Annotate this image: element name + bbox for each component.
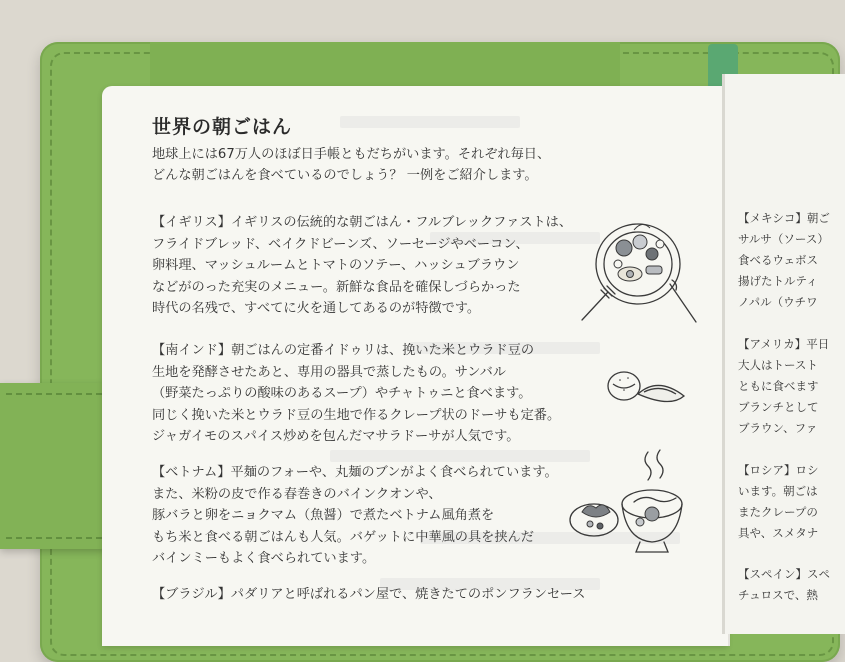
right-line: 大人はトースト	[738, 358, 818, 372]
right-column-text	[738, 208, 830, 313]
right-line: ブラウン、ファ	[738, 421, 818, 435]
page-title: 世界の朝ごはん	[152, 116, 293, 138]
section-line: もち米と食べる朝ごはんも人気。バゲットに中華風の具を挟んだ	[152, 529, 534, 545]
right-line: チュロスで、熱	[738, 588, 818, 602]
right-line: ノパル（ウチワ	[738, 295, 818, 309]
show-through-text	[330, 450, 590, 462]
section-uk	[152, 212, 602, 320]
section-line: 生地を発酵させたあと、専用の器具で蒸したもの。サンバル	[152, 364, 506, 380]
right-line: ともに食べます	[738, 379, 819, 393]
right-column-text	[738, 334, 830, 439]
right-line: またクレープの	[738, 505, 818, 519]
right-line: 【ロシア】ロシ	[738, 463, 819, 477]
section-line: 豚バラと卵をニョクマム（魚醤）で煮たベトナム風角煮を	[152, 508, 495, 523]
right-line: 【アメリカ】平日	[738, 337, 830, 351]
section-line: フライドブレッド、ベイクドビーンズ、ソーセージやベーコン、	[152, 236, 529, 252]
cover-tab	[0, 383, 110, 549]
section-vietnam	[152, 462, 602, 570]
section-line: などがのった充実のメニュー。新鮮な食品を確保しづらかった	[152, 279, 521, 295]
section-line: 【南インド】朝ごはんの定番イドゥリは、挽いた米とウラド豆の	[152, 343, 535, 358]
pho-bowl-illustration	[568, 446, 700, 570]
intro-text	[152, 144, 712, 186]
breakfast-plate-illustration	[574, 208, 704, 332]
section-line: 時代の名残で、すべてに火を通してあるのが特徴です。	[152, 301, 481, 316]
pen-loop	[150, 42, 620, 88]
section-south-india	[152, 340, 602, 448]
right-line: います。朝ごは	[738, 484, 818, 498]
intro-line: 地球上には67万人のほぼ日手帳ともだちがいます。それぞれ毎日、	[152, 147, 551, 162]
intro-line: どんな朝ごはんを食べているのでしょう？ 一例をご紹介します。	[152, 168, 538, 183]
section-line: 【ベトナム】平麺のフォーや、丸麺のブンがよく食べられています。	[152, 465, 558, 480]
section-line: また、米粉の皮で作る春巻きのバインクオンや、	[152, 486, 442, 502]
section-line: バインミーもよく食べられています。	[152, 551, 376, 566]
section-line: 卵料理、マッシュルームとトマトのソテー、ハッシュブラウン	[152, 258, 520, 273]
right-line: 揚げたトルティ	[738, 274, 818, 288]
section-line: ジャガイモのスパイス炒めを包んだマサラドーサが人気です。	[152, 429, 520, 444]
right-column-text	[738, 564, 830, 606]
section-brazil	[152, 584, 602, 606]
show-through-text	[340, 116, 520, 128]
section-line: 【イギリス】イギリスの伝統的な朝ごはん・フルブレックファストは、	[152, 215, 573, 230]
right-line: 【スペイン】スペ	[738, 567, 830, 581]
right-line: ブランチとして	[738, 400, 819, 414]
right-column-text	[738, 460, 819, 544]
idli-dosa-illustration	[604, 362, 690, 418]
right-line: 食べるウェボス	[738, 253, 819, 267]
right-line: 【メキシコ】朝ご	[738, 211, 830, 225]
right-line: サルサ（ソース）	[738, 232, 829, 246]
section-line: 同じく挽いた米とウラド豆の生地で作るクレープ状のドーサも定番。	[152, 407, 561, 423]
right-line: 具や、スメタナ	[738, 526, 819, 540]
section-line: 【ブラジル】パダリアと呼ばれるパン屋で、焼きたてのポンフランセース	[152, 587, 586, 602]
section-line: （野菜たっぷりの酸味のあるスープ）やチャトゥニと食べます。	[152, 386, 532, 401]
